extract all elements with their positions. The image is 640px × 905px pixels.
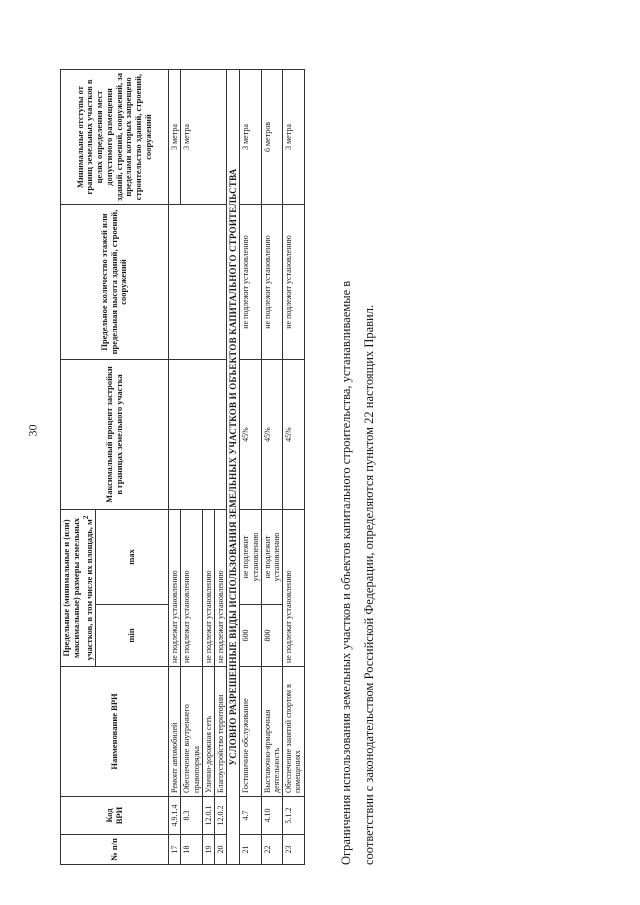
cell-num: 19 bbox=[202, 835, 214, 865]
cell-min: 800 bbox=[261, 605, 282, 667]
cell-sizes: не подлежат установлению bbox=[214, 510, 226, 667]
cell-max: не подлежит установлению bbox=[261, 510, 282, 605]
header-percent: Максимальный процент застройки в границах земельного участка bbox=[61, 360, 169, 510]
cell-name: Ремонт автомобилей bbox=[169, 667, 181, 797]
cell-num: 22 bbox=[261, 835, 282, 865]
header-sizes: Предельные (минимальные и (или) максимальные) размеры земельных участков, в том числе их площадь, $м^2$ bbox=[61, 510, 96, 667]
cell-max: не подлежит установлению bbox=[240, 510, 261, 605]
cell-name: Обеспечение внутреннего правопорядка bbox=[181, 667, 202, 797]
cell-sizes: не подлежат установлению bbox=[283, 510, 304, 667]
restrictions-note bbox=[335, 70, 383, 865]
table-header-row bbox=[61, 70, 96, 865]
cell-floors: не подлежит установлению bbox=[261, 205, 282, 360]
cell-floors-empty bbox=[169, 205, 227, 360]
cell-sizes: не подлежат установлению bbox=[202, 510, 214, 667]
cell-setback: 3 метра bbox=[181, 70, 227, 205]
cell-name: Гостиничное обслуживание bbox=[240, 667, 261, 797]
cell-floors: не подлежит установлению bbox=[240, 205, 261, 360]
header-setback: Минимальные отступы от границ земельных участков в целях определения мест допустимого размещения зданий, строений, сооружений, за пределами которых запрещено строительство зданий, строений, сооружений bbox=[61, 70, 169, 205]
document-body bbox=[60, 25, 382, 865]
header-num: № п/п bbox=[61, 835, 169, 865]
cell-num: 20 bbox=[214, 835, 226, 865]
section-header-row bbox=[227, 70, 240, 865]
table-row bbox=[261, 70, 282, 865]
cell-name: Улично-дорожная сеть bbox=[202, 667, 214, 797]
section-title: УСЛОВНО РАЗРЕШЕННЫЕ ВИДЫ ИСПОЛЬЗОВАНИЯ ЗЕМЕЛЬНЫХ УЧАСТКОВ И ОБЪЕКТОВ КАПИТАЛЬНОГО СТРОИТЕЛЬСТВА bbox=[227, 70, 240, 865]
cell-name: Обеспечение занятий спортом в помещениях bbox=[283, 667, 304, 797]
cell-setback: 6 метров bbox=[261, 70, 282, 205]
cell-setback: 3 метра bbox=[283, 70, 304, 205]
cell-code: 12.0.2 bbox=[214, 797, 226, 835]
cell-name: Благоустройство территории bbox=[214, 667, 226, 797]
cell-name: Выставочно-ярмарочная деятельность bbox=[261, 667, 282, 797]
header-code: Код ВРИ bbox=[61, 797, 169, 835]
cell-sizes: не подлежат установлению bbox=[181, 510, 202, 667]
cell-percent-empty bbox=[169, 360, 227, 510]
cell-sizes: не подлежат установлению bbox=[169, 510, 181, 667]
cell-num: 21 bbox=[240, 835, 261, 865]
note-line-2: соответствии с законодательством Российской Федерации, определяются пунктом 22 настоящих Правил. bbox=[362, 304, 377, 865]
cell-num: 23 bbox=[283, 835, 304, 865]
cell-percent: 45% bbox=[283, 360, 304, 510]
cell-code: 4.7 bbox=[240, 797, 261, 835]
table-row bbox=[240, 70, 261, 865]
cell-num: 17 bbox=[169, 835, 181, 865]
header-name: Наименование ВРИ bbox=[61, 667, 169, 797]
cell-setback: 3 метра bbox=[169, 70, 181, 205]
table-row bbox=[169, 70, 181, 865]
header-min: min bbox=[96, 605, 169, 667]
header-floors: Предельное количество этажей или предельная высота зданий, строений, сооружений bbox=[61, 205, 169, 360]
cell-min: 600 bbox=[240, 605, 261, 667]
cell-percent: 45% bbox=[240, 360, 261, 510]
note-line-1: Ограничения использования земельных участков и объектов капитального строительства, устанавливаемые в bbox=[338, 280, 353, 865]
cell-code: 8.3 bbox=[181, 797, 202, 835]
page-number: 30 bbox=[25, 424, 40, 437]
header-max: max bbox=[96, 510, 169, 605]
table-row bbox=[283, 70, 304, 865]
regulations-table bbox=[60, 69, 305, 865]
cell-code: 4.10 bbox=[261, 797, 282, 835]
cell-code: 5.1.2 bbox=[283, 797, 304, 835]
cell-percent: 45% bbox=[261, 360, 282, 510]
cell-code: 4.9.1.4 bbox=[169, 797, 181, 835]
cell-num: 18 bbox=[181, 835, 202, 865]
cell-code: 12.0.1 bbox=[202, 797, 214, 835]
cell-floors: не подлежит установлению bbox=[283, 205, 304, 360]
cell-setback: 3 метра bbox=[240, 70, 261, 205]
